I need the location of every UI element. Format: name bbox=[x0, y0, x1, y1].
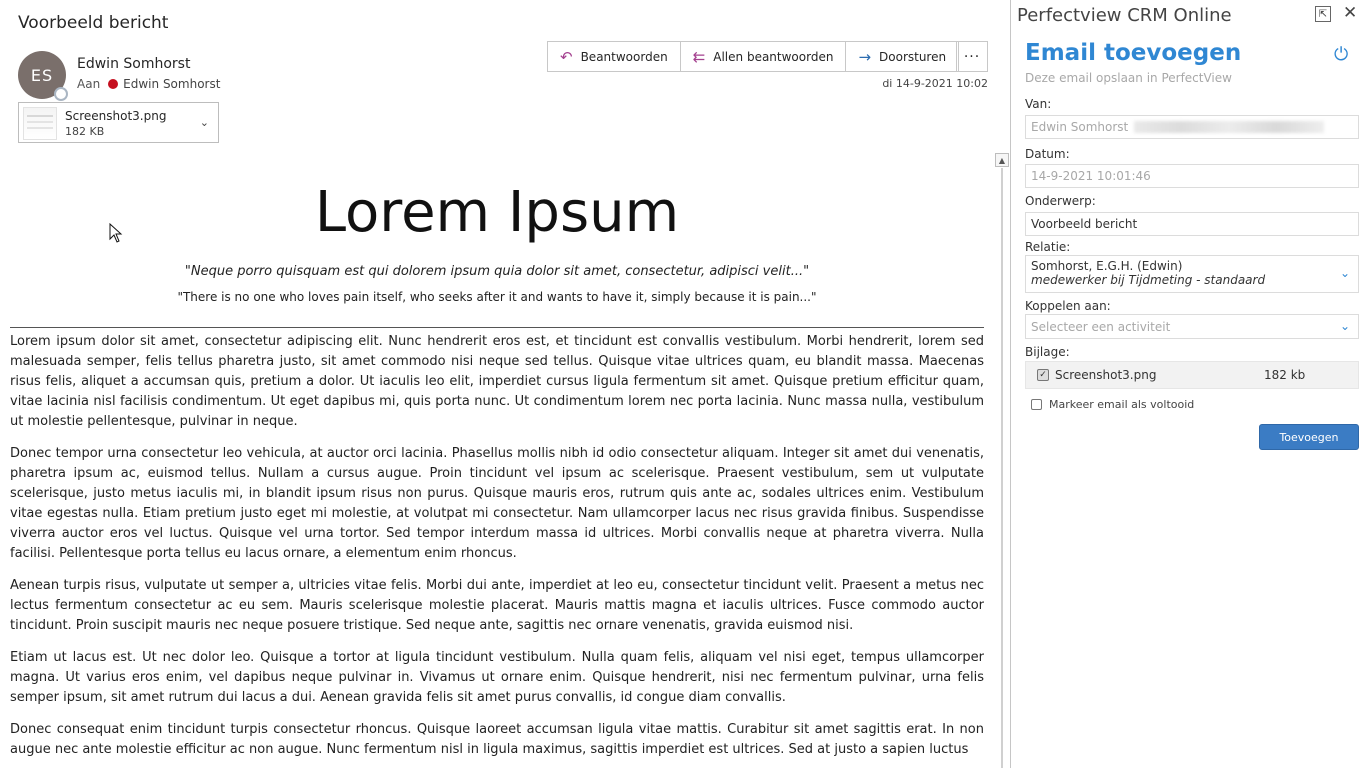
forward-label: Doorsturen bbox=[879, 49, 947, 64]
scrollbar-track[interactable] bbox=[1001, 168, 1003, 768]
recipient-line bbox=[77, 77, 220, 91]
reply-icon: ↶ bbox=[560, 47, 573, 66]
koppelen-select[interactable] bbox=[1025, 314, 1359, 339]
addin-subheading: Deze email opslaan in PerfectView bbox=[1025, 71, 1232, 85]
addin-window-title: Perfectview CRM Online bbox=[1017, 5, 1232, 26]
attachment-card[interactable] bbox=[18, 102, 219, 143]
attachment-name: Screenshot3.png bbox=[65, 109, 167, 123]
body-quote-italic: "Neque porro quisquam est qui dolorem ipsum quia dolor sit amet, consectetur, adipisci velit..." bbox=[184, 264, 810, 279]
onderwerp-field[interactable] bbox=[1025, 212, 1359, 236]
bijlage-label: Bijlage: bbox=[1025, 345, 1070, 359]
bijlage-size: 182 kb bbox=[1264, 368, 1306, 382]
koppelen-label: Koppelen aan: bbox=[1025, 299, 1111, 313]
chevron-down-icon[interactable]: ⌄ bbox=[1339, 319, 1350, 333]
mail-date: di 14-9-2021 10:02 bbox=[882, 77, 988, 90]
reply-all-icon: ⇇ bbox=[692, 47, 706, 66]
datum-value: 14-9-2021 10:01:46 bbox=[1031, 169, 1151, 183]
close-icon[interactable]: ✕ bbox=[1343, 3, 1358, 23]
van-field bbox=[1025, 115, 1359, 139]
body-paragraph: Donec consequat enim tincidunt turpis consectetur rhoncus. Quisque laoreet accumsan ligula vitae mattis. Curabitur sit amet sagittis erat. In non augue nec ante molestie efficitur ac non augue. Nunc fermentum nisl in ligula maximus, sagittis imperdiet est ultrices. Sed at justo a sapien luctus bbox=[10, 722, 984, 757]
relatie-name: Somhorst, E.G.H. (Edwin) bbox=[1031, 259, 1183, 273]
mark-complete-checkbox[interactable] bbox=[1031, 399, 1042, 410]
body-paragraph: Etiam ut lacus est. Ut nec dolor leo. Quisque a tortor at ligula tincidunt vestibulum. Nulla quam felis, aliquam vel nisi eget, tempus ullamcorper magna. Ut varius eros enim, vel dapibus neque pulvinar in. Vivamus ut ornare enim. Quisque hendrerit, nisi nec fermentum pulvinar, urna felis semper ipsum, sit amet rutrum dui lacus a dui. Aenean gravida felis sit amet purus convallis, id congue diam convallis. bbox=[10, 650, 984, 705]
toevoegen-button[interactable]: Toevoegen bbox=[1259, 424, 1359, 450]
reply-label: Beantwoorden bbox=[580, 49, 668, 64]
body-quote-plain: "There is no one who loves pain itself, who seeks after it and wants to have it, simply because it is pain..." bbox=[177, 290, 817, 304]
message-actions bbox=[547, 41, 959, 72]
to-label: Aan bbox=[77, 77, 101, 91]
mark-complete-option[interactable] bbox=[1031, 398, 1194, 411]
pin-icon[interactable]: ⇱ bbox=[1315, 6, 1331, 22]
relatie-label: Relatie: bbox=[1025, 240, 1071, 254]
sender-name[interactable]: Edwin Somhorst bbox=[77, 56, 191, 72]
checkbox-icon[interactable]: ✓ bbox=[1037, 369, 1049, 381]
koppelen-placeholder: Selecteer een activiteit bbox=[1031, 319, 1171, 334]
reply-all-button[interactable] bbox=[681, 42, 847, 71]
van-value: Edwin Somhorst bbox=[1031, 120, 1129, 134]
onderwerp-label: Onderwerp: bbox=[1025, 194, 1096, 208]
bijlage-row bbox=[1025, 361, 1359, 389]
reply-button[interactable] bbox=[548, 42, 681, 71]
redacted-email-address bbox=[1134, 121, 1324, 133]
body-paragraph: Lorem ipsum dolor sit amet, consectetur adipiscing elit. Nunc hendrerit eros est, et tincidunt est convallis vestibulum. Morbi hendrerit, lorem sed malesuada semper, felis tellus pharetra justo, sit amet commodo nisi neque sed tellus. Quisque vitae ultrices quam, eu blandit massa. Maecenas risus felis, aliquet a accumsan quis, pretium a dolor. Ut iaculis leo elit, imperdiet cursus ligula fermentum sit amet. Quisque pretium efficitur quam, vitae lacinia nisl facilisis condimentum. Ut eget dapibus mi, quis porta nunc. Ut condimentum lorem nec porta lacinia. Nunc massa nulla, vestibulum ut molestie pellentesque, pulvinar in neque. bbox=[10, 334, 984, 429]
scroll-up-button[interactable]: ▲ bbox=[995, 153, 1009, 167]
avatar[interactable] bbox=[18, 51, 66, 99]
relatie-select[interactable] bbox=[1025, 255, 1359, 293]
mark-complete-label: Markeer email als voltooid bbox=[1049, 398, 1195, 411]
perfectview-addin-pane bbox=[1011, 0, 1366, 768]
presence-indicator bbox=[54, 87, 68, 101]
avatar-initials: ES bbox=[30, 65, 54, 85]
body-divider bbox=[10, 327, 984, 328]
reply-all-label: Allen beantwoorden bbox=[713, 49, 834, 64]
body-title: Lorem Ipsum bbox=[314, 180, 680, 245]
attachment-size: 182 KB bbox=[65, 125, 105, 138]
addin-heading: Email toevoegen bbox=[1025, 40, 1242, 66]
bijlage-name: Screenshot3.png bbox=[1055, 368, 1157, 382]
more-actions-button[interactable]: ··· bbox=[956, 41, 988, 72]
body-paragraph: Donec tempor urna consectetur leo vehicula, at auctor orci lacinia. Phasellus mollis nibh id odio consectetur aliquam. Integer sit amet dui venenatis, pharetra ipsum ac, euismod tellus. Nullam a cursus augue. Proin tincidunt vel ipsum ac scelerisque. Praesent vestibulum, sem ut vulputate scelerisque, justo metus iaculis mi, in blandit ipsum risus non purus. Quisque mauris eros, rutrum quis ante ac, sodales ultrices enim. Vestibulum vitae egestas nulla. Etiam pretium justo eget mi molestie, at volutpat mi consectetur. Nam ullamcorper lacus nec risus gravida finibus. Suspendisse viverra auctor eros vel luctus. Quisque vel urna tortor. Sed tempor interdum massa id ultrices. Morbi convallis neque at pharetra viverra. Nulla facilisi. Pellentesque porta tellus eu lacus ornare, a elementum enim rhoncus. bbox=[10, 446, 984, 561]
recipient-name[interactable]: Edwin Somhorst bbox=[123, 77, 221, 91]
chevron-down-icon[interactable]: ⌄ bbox=[1339, 266, 1350, 280]
forward-icon: → bbox=[858, 47, 872, 66]
chevron-down-icon[interactable]: ⌄ bbox=[199, 116, 209, 129]
mail-subject: Voorbeeld bericht bbox=[18, 13, 169, 33]
busy-status-icon bbox=[108, 79, 118, 89]
onderwerp-value: Voorbeeld bericht bbox=[1031, 217, 1138, 231]
relatie-role: medewerker bij Tijdmeting - standaard bbox=[1031, 273, 1266, 287]
datum-field bbox=[1025, 164, 1359, 188]
power-icon[interactable]: ⏻ bbox=[1334, 44, 1349, 65]
forward-button[interactable] bbox=[846, 42, 958, 71]
van-label: Van: bbox=[1025, 97, 1052, 111]
datum-label: Datum: bbox=[1025, 147, 1070, 161]
body-paragraphs bbox=[10, 332, 984, 768]
attachment-thumbnail bbox=[23, 107, 57, 140]
body-paragraph: Aenean turpis risus, vulputate ut semper a, ultricies vitae felis. Morbi dui ante, imperdiet at leo eu, consectetur tincidunt velit. Praesent a metus nec lectus fermentum consectetur ac eu sem. Mauris scelerisque molestie placerat. Mauris mattis magna et iaculis ultrices. Fusce commodo auctor tincidunt. Proin suscipit mauris nec neque posuere tristique. Sed neque ante, sagittis nec ornare venenatis, gravida euismod nisi. bbox=[10, 578, 984, 633]
cursor-icon bbox=[109, 223, 123, 243]
